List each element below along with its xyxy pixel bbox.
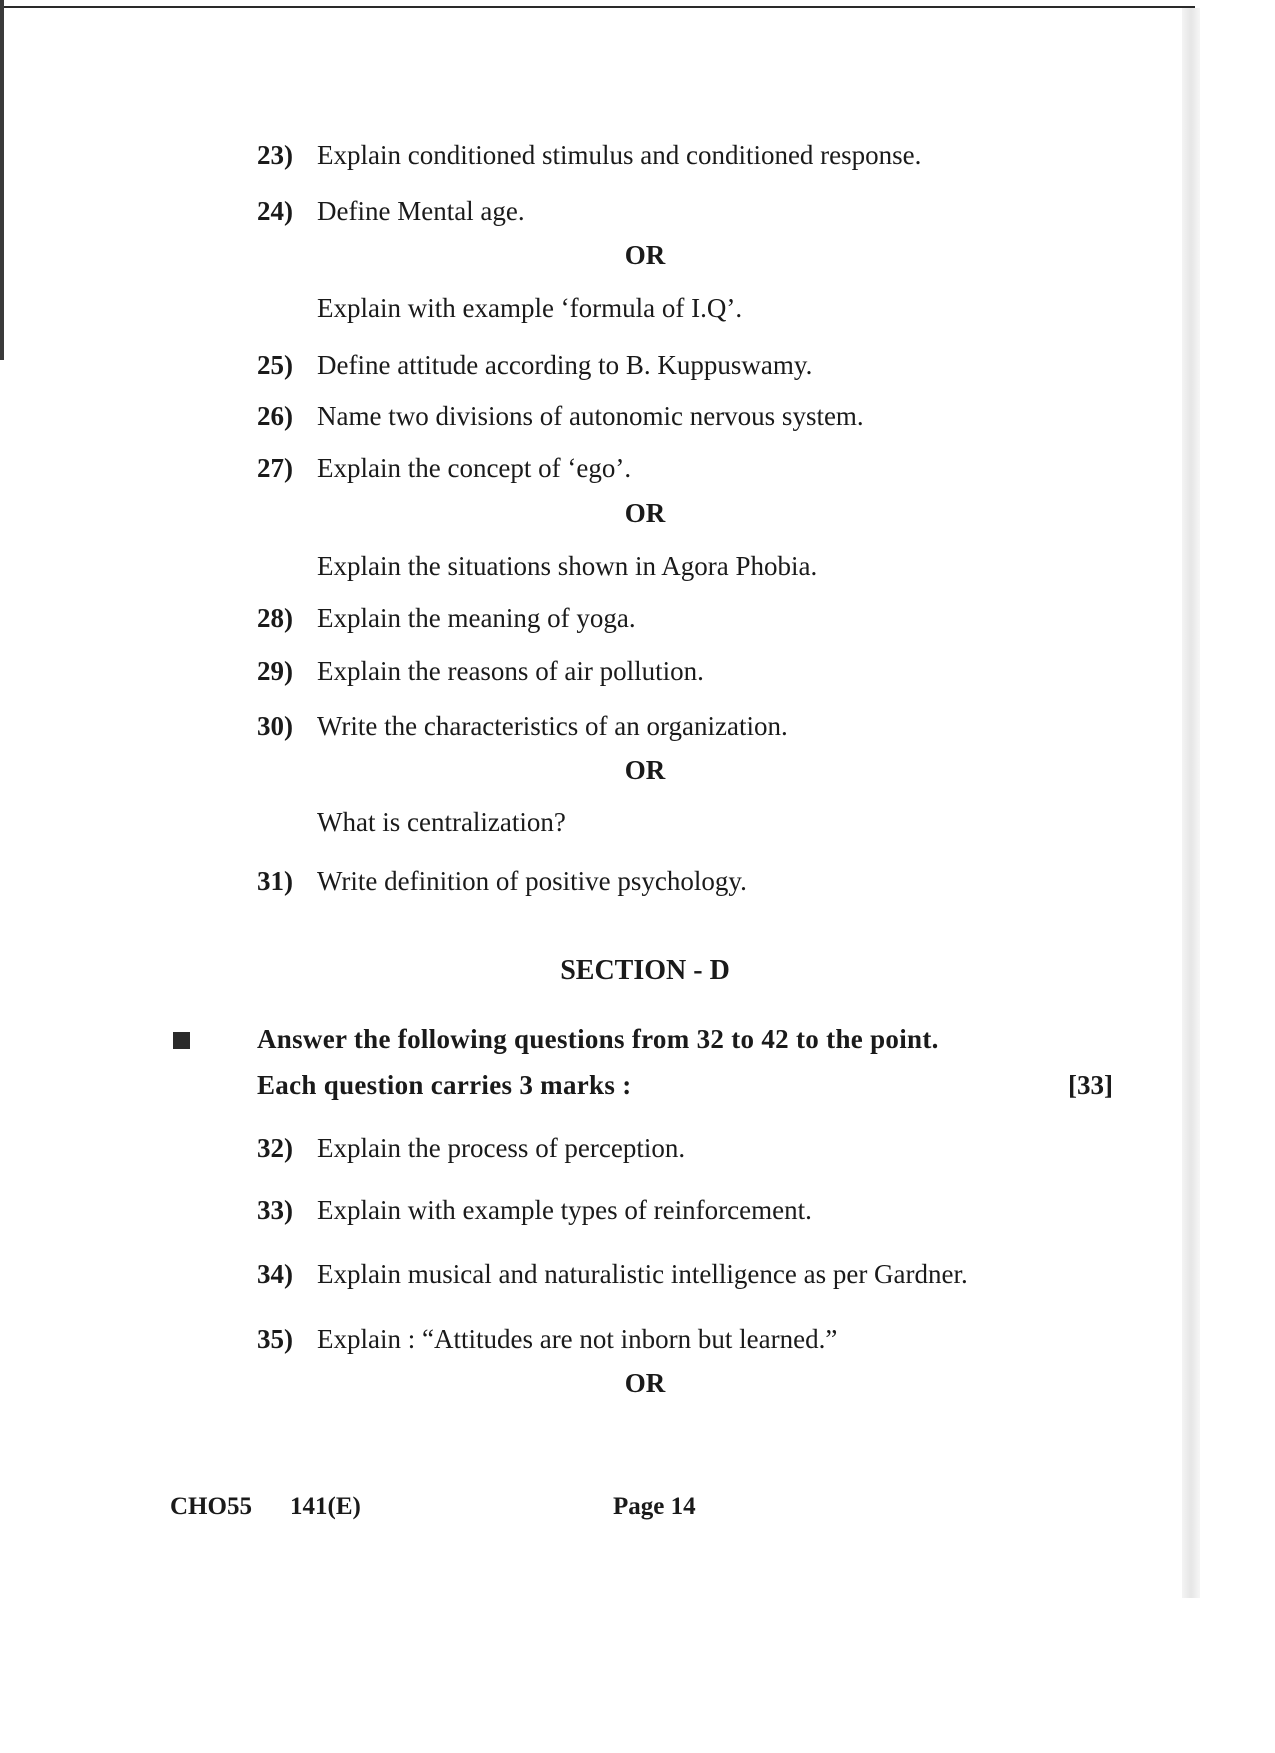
- question-number-31: 31): [257, 866, 293, 896]
- question-text-32: Explain the process of perception.: [317, 1133, 686, 1163]
- alternative-question-27: Explain the situations shown in Agora Phobia.: [317, 551, 818, 581]
- question-text-27: Explain the concept of ‘ego’.: [317, 453, 632, 483]
- scan-right-shadow: [1182, 8, 1200, 1598]
- question-text-29: Explain the reasons of air pollution.: [317, 656, 704, 686]
- question-number-34: 34): [257, 1259, 293, 1289]
- alternative-question-24: Explain with example ‘formula of I.Q’.: [317, 293, 743, 323]
- question-text-28: Explain the meaning of yoga.: [317, 603, 636, 633]
- paper-number: 141(E): [290, 1493, 361, 1520]
- scan-left-edge: [0, 0, 4, 360]
- question-number-23: 23): [257, 140, 293, 170]
- section-heading: SECTION - D: [560, 955, 730, 986]
- bullet-square-icon: [173, 1032, 190, 1049]
- alternative-question-30: What is centralization?: [317, 807, 566, 837]
- question-number-32: 32): [257, 1133, 293, 1163]
- question-text-35: Explain : “Attitudes are not inborn but learned.”: [317, 1324, 838, 1354]
- question-text-34: Explain musical and naturalistic intelligence as per Gardner.: [317, 1259, 968, 1289]
- question-text-31: Write definition of positive psychology.: [317, 866, 747, 896]
- question-number-24: 24): [257, 196, 293, 226]
- question-number-30: 30): [257, 711, 293, 741]
- question-number-33: 33): [257, 1195, 293, 1225]
- or-label: OR: [624, 1368, 666, 1398]
- scan-top-rule: [0, 6, 1195, 8]
- question-number-26: 26): [257, 401, 293, 431]
- question-text-26: Name two divisions of autonomic nervous system.: [317, 401, 864, 431]
- question-number-25: 25): [257, 350, 293, 380]
- question-text-23: Explain conditioned stimulus and conditioned response.: [317, 140, 922, 170]
- or-label: OR: [624, 240, 666, 270]
- question-text-33: Explain with example types of reinforcement.: [317, 1195, 812, 1225]
- question-number-29: 29): [257, 656, 293, 686]
- page-number: Page 14: [613, 1493, 696, 1520]
- question-text-25: Define attitude according to B. Kuppuswamy.: [317, 350, 813, 380]
- or-label: OR: [624, 498, 666, 528]
- section-instruction-line2: Each question carries 3 marks :: [257, 1070, 632, 1100]
- question-number-35: 35): [257, 1324, 293, 1354]
- section-marks: [33]: [1068, 1070, 1113, 1100]
- or-label: OR: [624, 755, 666, 785]
- paper-code: CHO55: [170, 1493, 252, 1520]
- question-number-27: 27): [257, 453, 293, 483]
- question-number-28: 28): [257, 603, 293, 633]
- question-text-24: Define Mental age.: [317, 196, 525, 226]
- question-text-30: Write the characteristics of an organization.: [317, 711, 788, 741]
- section-instruction-line1: Answer the following questions from 32 to 42 to the point.: [257, 1024, 939, 1054]
